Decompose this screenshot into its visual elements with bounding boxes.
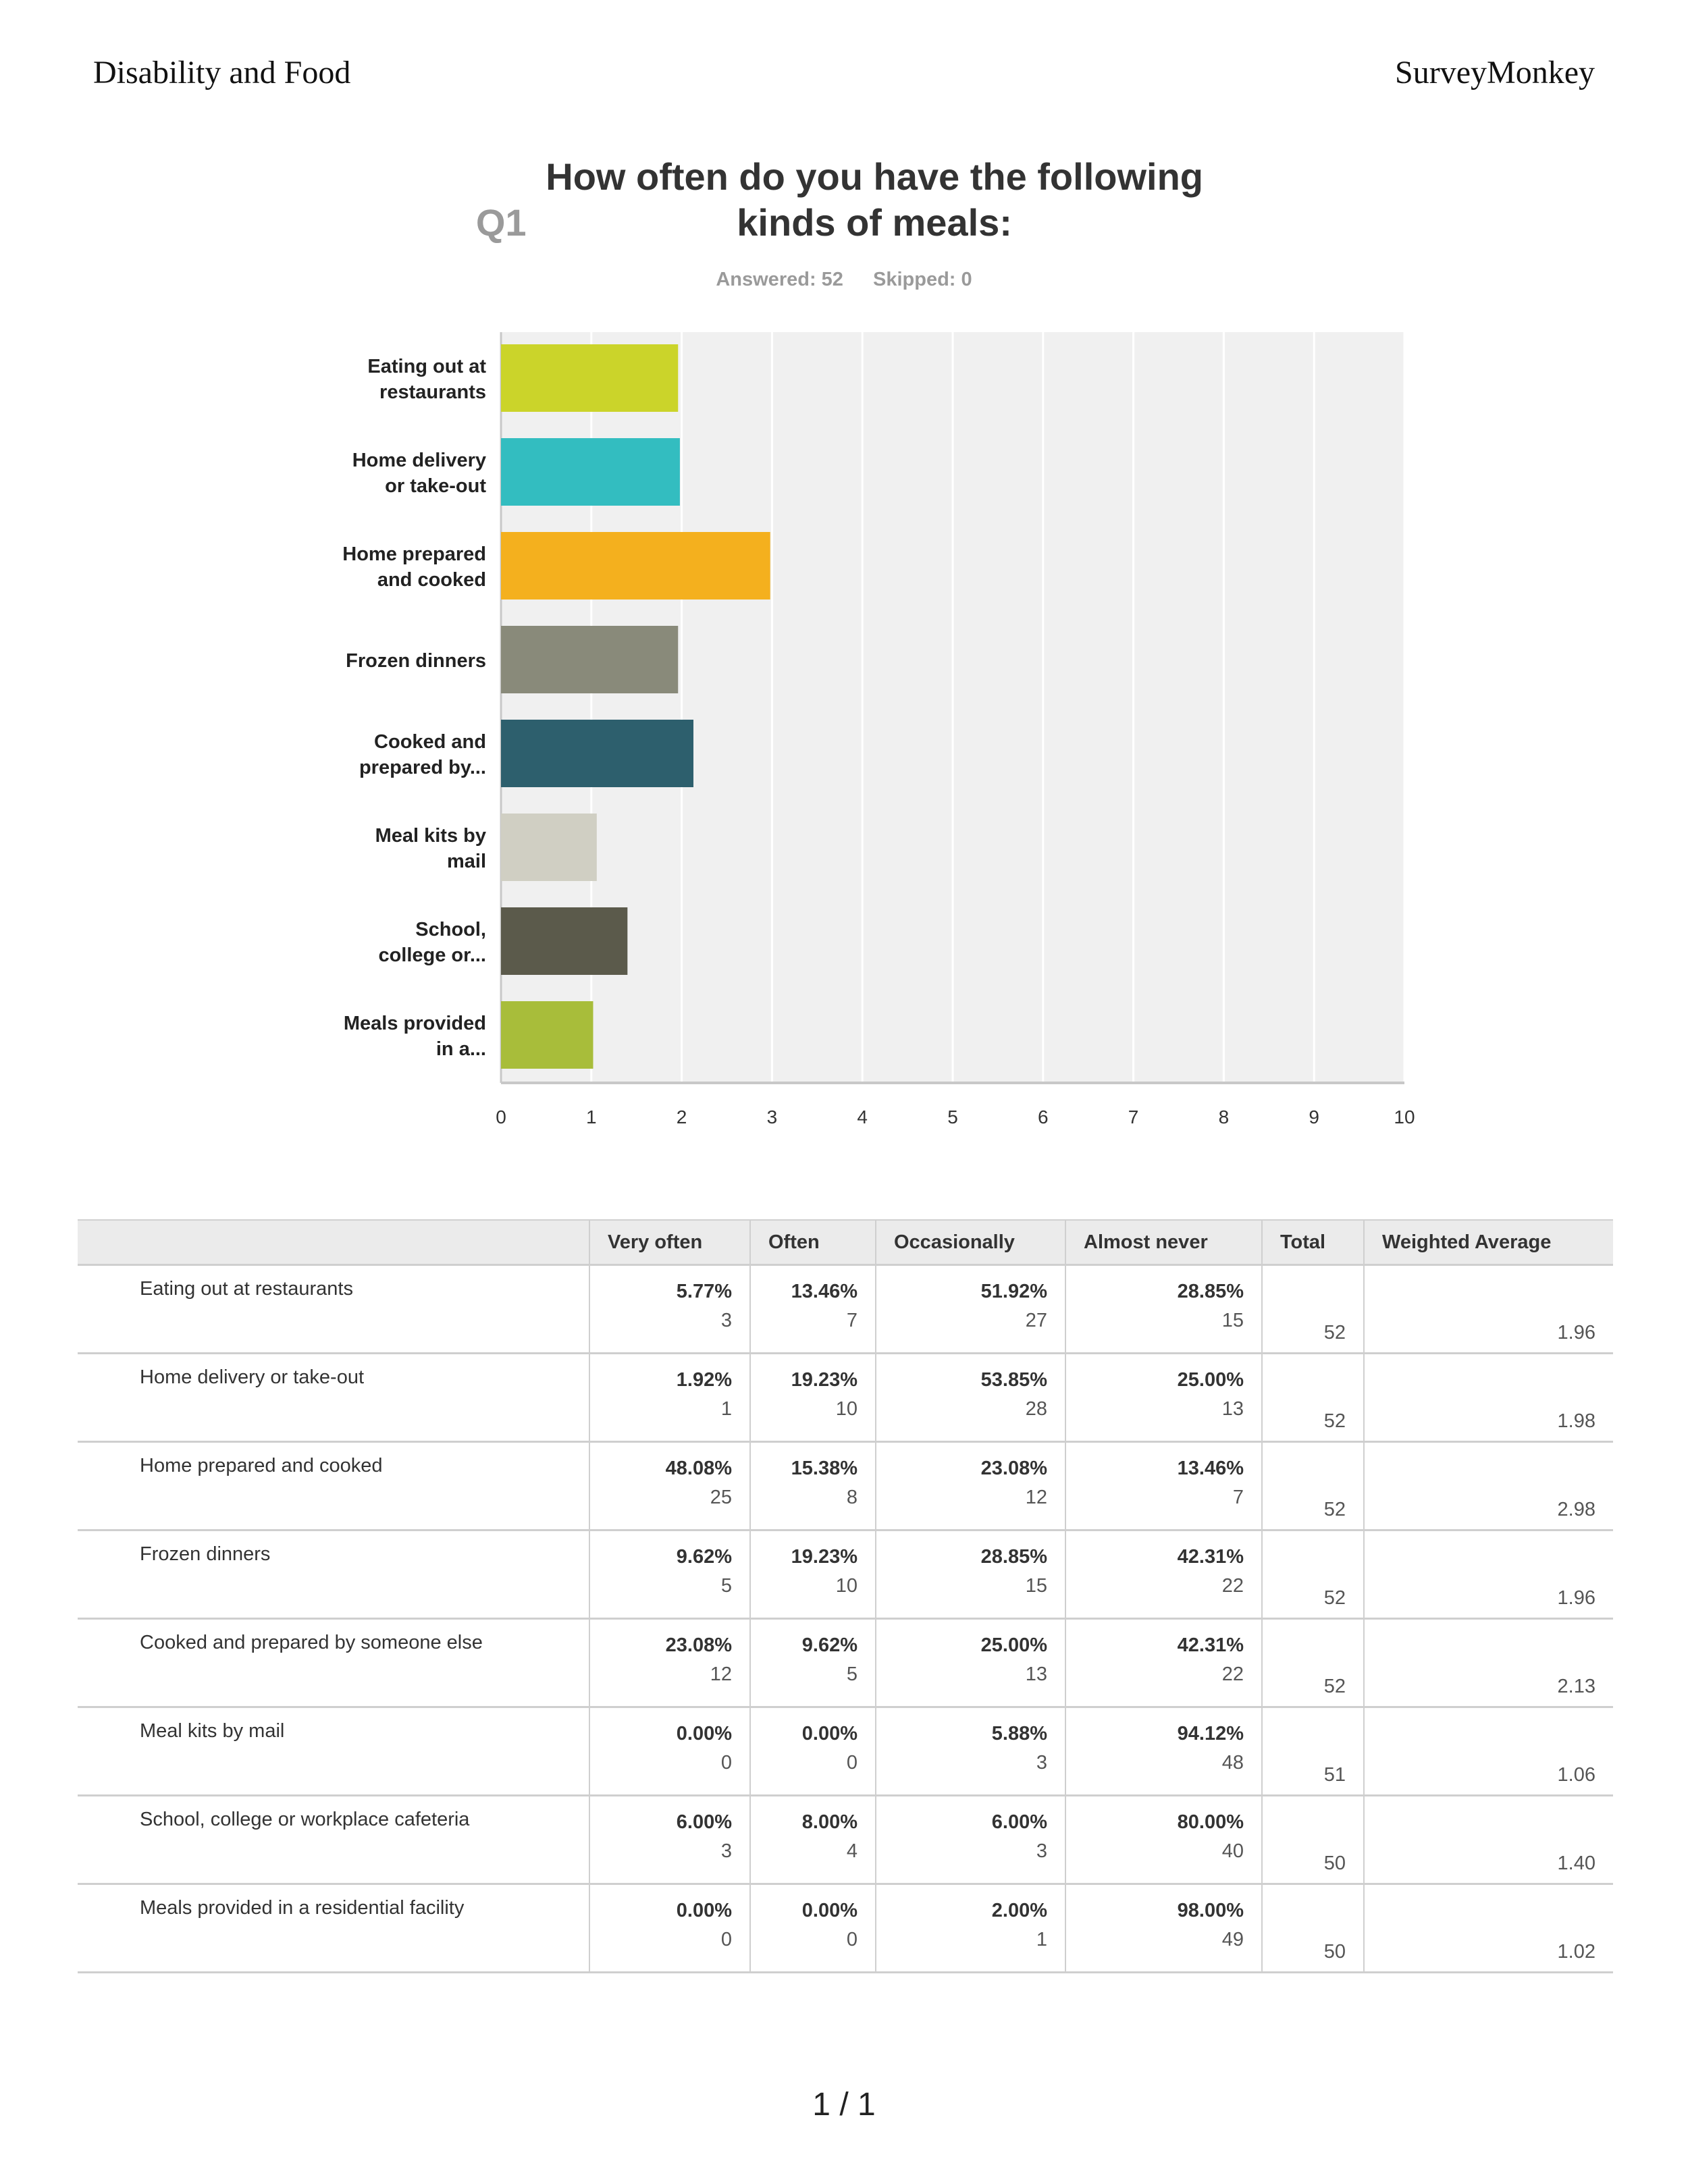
- percent-value: 53.85%: [980, 1369, 1047, 1391]
- percent-value: 42.31%: [1177, 1634, 1244, 1656]
- percent-value: 0.00%: [801, 1723, 858, 1744]
- table-row: [78, 1707, 1613, 1796]
- count-value: 28: [1025, 1398, 1047, 1420]
- percent-value: 25.00%: [1177, 1369, 1244, 1391]
- count-value: 5: [720, 1575, 732, 1597]
- response-cell: [1065, 1442, 1262, 1530]
- row-label: Meals provided in a residential facility: [78, 1884, 589, 1973]
- category-label: Cooked and: [374, 731, 486, 753]
- row-label: Cooked and prepared by someone else: [78, 1619, 589, 1707]
- response-cell: [876, 1884, 1065, 1973]
- count-value: 48: [1221, 1752, 1244, 1774]
- response-cell: [876, 1619, 1065, 1707]
- weighted-average-value: 1.98: [1364, 1354, 1613, 1442]
- skipped-count: Skipped: 0: [872, 269, 972, 290]
- column-header: Occasionally: [876, 1220, 1065, 1265]
- count-value: 15: [1025, 1575, 1047, 1597]
- table-row: [78, 1619, 1613, 1707]
- document-title: Disability and Food: [93, 55, 351, 90]
- count-value: 0: [720, 1752, 732, 1774]
- weighted-average-value: 1.40: [1364, 1796, 1613, 1884]
- response-cell: [589, 1619, 750, 1707]
- x-tick-label: 10: [1394, 1107, 1415, 1127]
- response-cell: [1065, 1265, 1262, 1354]
- total-value: 51: [1262, 1707, 1364, 1796]
- response-cell: [750, 1354, 876, 1442]
- count-value: 12: [1025, 1487, 1047, 1508]
- percent-value: 94.12%: [1177, 1723, 1244, 1744]
- percent-value: 0.00%: [801, 1900, 858, 1921]
- count-value: 10: [835, 1398, 858, 1420]
- percent-value: 5.88%: [991, 1723, 1047, 1744]
- percent-value: 80.00%: [1177, 1811, 1244, 1833]
- bar: [501, 907, 627, 975]
- count-value: 8: [846, 1487, 858, 1508]
- count-value: 4: [846, 1840, 858, 1862]
- column-header: Often: [750, 1220, 876, 1265]
- count-value: 7: [846, 1310, 858, 1331]
- table-header-row: [78, 1220, 1613, 1265]
- results-table: [78, 1219, 1613, 1973]
- percent-value: 25.00%: [980, 1634, 1047, 1656]
- row-label: Home delivery or take-out: [78, 1354, 589, 1442]
- percent-value: 0.00%: [676, 1723, 732, 1744]
- count-value: 15: [1221, 1310, 1244, 1331]
- total-value: 52: [1262, 1354, 1364, 1442]
- response-cell: [1065, 1619, 1262, 1707]
- percent-value: 1.92%: [676, 1369, 732, 1391]
- percent-value: 2.00%: [991, 1900, 1047, 1921]
- row-label: Frozen dinners: [78, 1530, 589, 1619]
- bar: [501, 720, 693, 787]
- percent-value: 6.00%: [676, 1811, 732, 1833]
- category-label: Frozen dinners: [346, 650, 486, 672]
- column-header: Weighted Average: [1364, 1220, 1613, 1265]
- count-value: 10: [835, 1575, 858, 1597]
- percent-value: 15.38%: [791, 1458, 858, 1479]
- x-tick-label: 8: [1218, 1107, 1230, 1127]
- category-label: or take-out: [385, 475, 486, 497]
- x-tick-label: 9: [1309, 1107, 1319, 1127]
- bar: [501, 532, 770, 600]
- response-cell: [589, 1354, 750, 1442]
- category-label: prepared by...: [359, 757, 486, 778]
- total-value: 52: [1262, 1619, 1364, 1707]
- count-value: 40: [1221, 1840, 1244, 1862]
- total-value: 52: [1262, 1442, 1364, 1530]
- response-cell: [750, 1884, 876, 1973]
- count-value: 13: [1025, 1663, 1047, 1685]
- count-value: 13: [1221, 1398, 1244, 1420]
- response-cell: [1065, 1354, 1262, 1442]
- bar: [501, 626, 678, 693]
- category-label: mail: [446, 851, 486, 872]
- x-tick-label: 4: [857, 1107, 868, 1127]
- percent-value: 9.62%: [676, 1546, 732, 1568]
- question-text: How often do you have the following kinds of meals:: [546, 155, 1203, 244]
- response-cell: [589, 1796, 750, 1884]
- response-stats: [0, 269, 1688, 291]
- bar: [501, 1001, 593, 1069]
- table-row: [78, 1530, 1613, 1619]
- response-cell: [876, 1354, 1065, 1442]
- count-value: 1: [1036, 1929, 1047, 1950]
- count-value: 27: [1025, 1310, 1047, 1331]
- weighted-average-value: 1.02: [1364, 1884, 1613, 1973]
- page-indicator: 1 / 1: [812, 2087, 876, 2123]
- count-value: 0: [846, 1752, 858, 1774]
- x-tick-label: 3: [766, 1107, 778, 1127]
- response-cell: [589, 1884, 750, 1973]
- total-value: 52: [1262, 1265, 1364, 1354]
- count-value: 5: [846, 1663, 858, 1685]
- response-cell: [750, 1796, 876, 1884]
- percent-value: 19.23%: [791, 1546, 858, 1568]
- response-cell: [750, 1265, 876, 1354]
- row-label: Meal kits by mail: [78, 1707, 589, 1796]
- count-value: 7: [1232, 1487, 1244, 1508]
- column-header: Almost never: [1065, 1220, 1262, 1265]
- count-value: 3: [720, 1840, 732, 1862]
- percent-value: 5.77%: [676, 1281, 732, 1302]
- response-cell: [750, 1530, 876, 1619]
- x-tick-label: 2: [676, 1107, 687, 1127]
- response-cell: [589, 1442, 750, 1530]
- response-cell: [876, 1530, 1065, 1619]
- count-value: 3: [720, 1310, 732, 1331]
- percent-value: 42.31%: [1177, 1546, 1244, 1568]
- response-cell: [876, 1796, 1065, 1884]
- response-cell: [589, 1530, 750, 1619]
- total-value: 52: [1262, 1530, 1364, 1619]
- percent-value: 98.00%: [1177, 1900, 1244, 1921]
- response-cell: [1065, 1530, 1262, 1619]
- percent-value: 48.08%: [665, 1458, 732, 1479]
- table-body: [78, 1265, 1613, 1973]
- table-row: [78, 1265, 1613, 1354]
- count-value: 25: [710, 1487, 732, 1508]
- table-row: [78, 1796, 1613, 1884]
- category-label: Home prepared: [342, 543, 486, 565]
- weighted-average-value: 2.13: [1364, 1619, 1613, 1707]
- count-value: 0: [846, 1929, 858, 1950]
- bar: [501, 438, 680, 506]
- x-tick-label: 6: [1038, 1107, 1049, 1127]
- percent-value: 23.08%: [665, 1634, 732, 1656]
- bar-chart: [0, 317, 1688, 1148]
- response-cell: [750, 1442, 876, 1530]
- brand-name: SurveyMonkey: [1395, 55, 1595, 90]
- response-cell: [750, 1707, 876, 1796]
- percent-value: 28.85%: [1177, 1281, 1244, 1302]
- category-label: college or...: [378, 944, 486, 966]
- response-cell: [876, 1707, 1065, 1796]
- count-value: 0: [720, 1929, 732, 1950]
- percent-value: 8.00%: [801, 1811, 858, 1833]
- category-label: Meals provided: [343, 1013, 486, 1034]
- table-row: [78, 1442, 1613, 1530]
- percent-value: 51.92%: [980, 1281, 1047, 1302]
- count-value: 1: [720, 1398, 732, 1420]
- row-label: Eating out at restaurants: [78, 1265, 589, 1354]
- question-title: [0, 154, 1688, 246]
- response-cell: [1065, 1884, 1262, 1973]
- count-value: 3: [1036, 1840, 1047, 1862]
- weighted-average-value: 2.98: [1364, 1442, 1613, 1530]
- total-value: 50: [1262, 1884, 1364, 1973]
- response-cell: [750, 1619, 876, 1707]
- question-number: Q1: [475, 201, 527, 244]
- weighted-average-value: 1.06: [1364, 1707, 1613, 1796]
- percent-value: 9.62%: [801, 1634, 858, 1656]
- weighted-average-value: 1.96: [1364, 1530, 1613, 1619]
- response-cell: [876, 1442, 1065, 1530]
- category-label: and cooked: [377, 569, 486, 591]
- category-label: Meal kits by: [375, 825, 486, 847]
- response-cell: [1065, 1796, 1262, 1884]
- percent-value: 13.46%: [791, 1281, 858, 1302]
- column-header: Very often: [589, 1220, 750, 1265]
- column-header: Total: [1262, 1220, 1364, 1265]
- response-cell: [1065, 1707, 1262, 1796]
- count-value: 22: [1221, 1575, 1244, 1597]
- percent-value: 0.00%: [676, 1900, 732, 1921]
- x-tick-label: 0: [496, 1107, 506, 1127]
- answered-count: Answered: 52: [716, 269, 843, 290]
- x-tick-label: 1: [586, 1107, 597, 1127]
- count-value: 22: [1221, 1663, 1244, 1685]
- count-value: 12: [710, 1663, 732, 1685]
- response-cell: [589, 1265, 750, 1354]
- percent-value: 28.85%: [980, 1546, 1047, 1568]
- response-cell: [589, 1707, 750, 1796]
- category-label: School,: [415, 919, 486, 940]
- percent-value: 6.00%: [991, 1811, 1047, 1833]
- total-value: 50: [1262, 1796, 1364, 1884]
- weighted-average-value: 1.96: [1364, 1265, 1613, 1354]
- category-label: Home delivery: [352, 450, 486, 471]
- table-row: [78, 1884, 1613, 1973]
- category-label: restaurants: [379, 381, 486, 403]
- x-tick-label: 5: [947, 1107, 958, 1127]
- percent-value: 23.08%: [980, 1458, 1047, 1479]
- count-value: 3: [1036, 1752, 1047, 1774]
- row-label: Home prepared and cooked: [78, 1442, 589, 1530]
- column-header: [78, 1220, 589, 1265]
- category-label: in a...: [436, 1038, 486, 1060]
- table-row: [78, 1354, 1613, 1442]
- count-value: 49: [1221, 1929, 1244, 1950]
- bar: [501, 814, 597, 881]
- category-label: Eating out at: [367, 356, 486, 377]
- row-label: School, college or workplace cafeteria: [78, 1796, 589, 1884]
- x-tick-label: 7: [1128, 1107, 1139, 1127]
- response-cell: [876, 1265, 1065, 1354]
- percent-value: 19.23%: [791, 1369, 858, 1391]
- percent-value: 13.46%: [1177, 1458, 1244, 1479]
- bar: [501, 344, 678, 412]
